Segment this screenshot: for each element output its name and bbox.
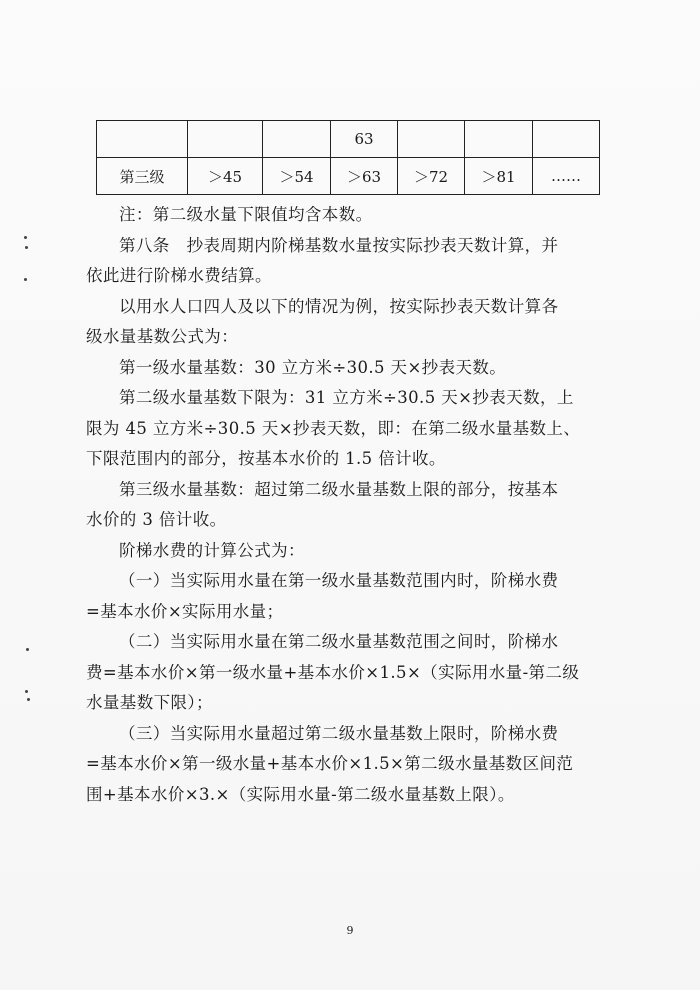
table-cell — [533, 121, 600, 158]
case-1-line: （一）当实际用水量在第一级水量基数范围内时，阶梯水费 — [119, 571, 559, 590]
table-cell — [188, 121, 263, 158]
table-cell: ＞72 — [398, 158, 465, 195]
tier-3-line: 第三级水量基数：超过第二级水量基数上限的部分，按基本 — [119, 479, 559, 499]
page-number: 9 — [346, 924, 354, 937]
case-2-line: 费=基本水价×第一级水量+基本水价×1.5×（实际用水量-第二级 — [86, 662, 580, 682]
case-2-line: 水量基数下限）； — [86, 693, 213, 712]
table-row — [97, 121, 600, 158]
table-cell — [398, 121, 465, 158]
tier-1-formula: 第一级水量基数：30 立方米÷30.5 天×抄表天数。 — [119, 357, 507, 377]
tier-2-line: 限为 45 立方米÷30.5 天×抄表天数，即：在第二级水量基数上、 — [86, 418, 581, 438]
case-1-line: =基本水价×实际用水量； — [86, 601, 284, 621]
case-3-line: （三）当实际用水量超过第二级水量基数上限时，阶梯水费 — [119, 723, 559, 743]
body-text — [86, 200, 626, 810]
tier-2-line: 下限范围内的部分，按基本水价的 1.5 倍计收。 — [86, 449, 446, 468]
article-8-line: 依此进行阶梯水费结算。 — [86, 266, 272, 285]
tier-3-line: 水价的 3 倍计收。 — [86, 510, 227, 529]
example-line: 以用水人口四人及以下的情况为例，按实际抄表天数计算各 — [119, 296, 559, 316]
table-cell: ＞81 — [465, 158, 533, 195]
example-line: 级水量基数公式为： — [86, 327, 239, 346]
tier-2-line: 第二级水量基数下限为：31 立方米÷30.5 天×抄表天数，上 — [119, 388, 574, 407]
scan-speck — [25, 690, 28, 693]
scan-speck — [27, 698, 30, 701]
scan-speck — [26, 648, 29, 651]
scan-speck — [24, 278, 27, 281]
table-cell: ＞63 — [331, 158, 398, 195]
table-cell — [263, 121, 331, 158]
article-8-line: 第八条 抄表周期内阶梯基数水量按实际抄表天数计算，并 — [119, 235, 559, 255]
case-3-line: 围+基本水价×3.×（实际用水量-第二级水量基数上限）。 — [86, 784, 515, 804]
fee-formula-heading: 阶梯水费的计算公式为： — [119, 540, 305, 560]
table-cell: 第三级 — [97, 158, 188, 195]
table-cell — [465, 121, 533, 158]
note-paragraph: 注：第二级水量下限值均含本数。 — [119, 205, 373, 224]
case-2-line: （二）当实际用水量在第二级水量基数范围之间时，阶梯水 — [119, 632, 559, 651]
table-row — [97, 158, 600, 195]
water-tier-table — [96, 120, 600, 195]
table-cell: 63 — [331, 121, 398, 158]
case-3-line: =基本水价×第一级水量+基本水价×1.5×第二级水量基数区间范 — [86, 754, 574, 773]
table-cell: …… — [533, 158, 600, 195]
table-cell: ＞45 — [188, 158, 263, 195]
scan-speck — [24, 236, 27, 239]
table-cell — [97, 121, 188, 158]
scan-speck — [25, 246, 28, 249]
table-cell: ＞54 — [263, 158, 331, 195]
